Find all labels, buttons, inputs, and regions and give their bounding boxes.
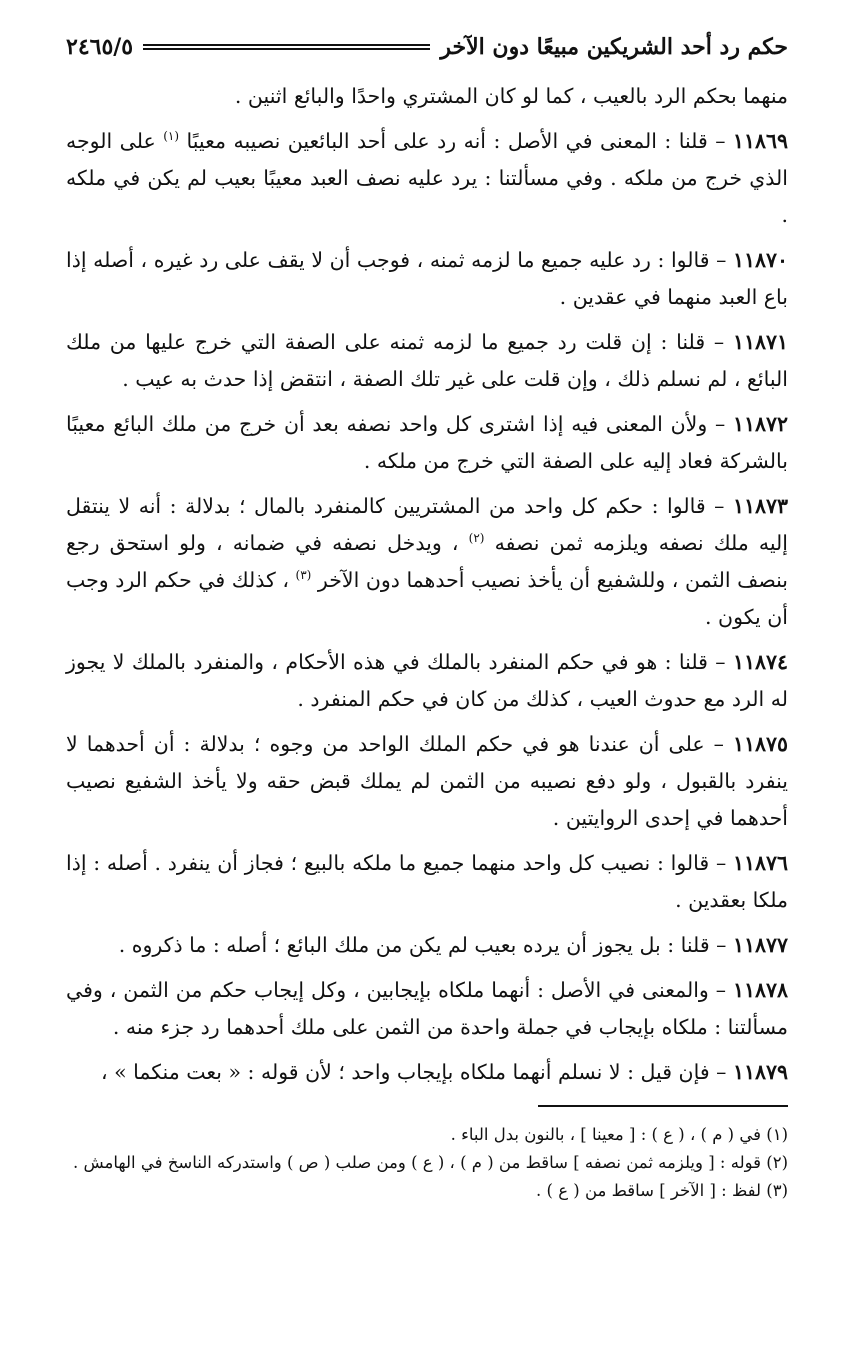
paragraph-text: – قلنا : بل يجوز أن يرده بعيب لم يكن من ملك البائع ؛ أصله : ما ذكروه . bbox=[118, 933, 733, 957]
paragraph-text: – والمعنى في الأصل : أنهما ملكاه بإيجابين ، وكل إيجاب حكم من الثمن ، وفي مسألتنا : ملكاه بإيجاب في جملة واحدة من الثمن على ملك أحدهما رد جزء منه . bbox=[66, 978, 788, 1039]
footnote-separator bbox=[538, 1105, 788, 1107]
footnote-1: (١) في ( م ) ، ( ع ) : [ معينا ] ، بالنون بدل الباء . bbox=[450, 1125, 788, 1144]
paragraph-text: – قالوا : حكم كل واحد من المشتريين كالمنفرد بالمال ؛ بدلالة : أنه لا ينتقل إليه ملك نصفه ويلزمه ثمن نصفه bbox=[66, 494, 788, 555]
paragraph-11877 bbox=[66, 927, 788, 964]
paragraph-number: ١١٨٧٣ bbox=[732, 494, 788, 518]
paragraph-text: – قلنا : إن قلت رد جميع ما لزمه ثمنه على الصفة التي خرج عليها من ملك البائع ، لم نسلم ذلك ، وإن قلت على غير تلك الصفة ، انتقض إذا حدث به عيب . bbox=[66, 330, 788, 391]
paragraph-11871 bbox=[66, 324, 788, 398]
footnote-ref[interactable]: (٣) bbox=[295, 568, 312, 583]
document-page bbox=[66, 30, 788, 1205]
paragraph-text: ، كذلك في حكم الرد وجب أن يكون . bbox=[66, 568, 788, 629]
paragraph-text: – قالوا : رد عليه جميع ما لزمه ثمنه ، فوجب أن لا يقف على رد غيره ، أصله إذا باع العبد منهما في عقدين . bbox=[66, 248, 788, 309]
paragraph-11879 bbox=[66, 1054, 788, 1091]
paragraph-number: ١١٨٧٧ bbox=[732, 933, 788, 957]
paragraph-text: – قالوا : نصيب كل واحد منهما جميع ما ملكه بالبيع ؛ فجاز أن ينفرد . أصله : إذا ملكا بعقدين . bbox=[66, 851, 788, 912]
footnote-3: (٣) لفظ : [ الآخر ] ساقط من ( ع ) . bbox=[536, 1181, 788, 1200]
paragraph-continuation bbox=[66, 78, 788, 115]
footnote-2: (٢) قوله : [ ويلزمه ثمن نصفه ] ساقط من ( م ) ، ( ع ) ومن صلب ( ص ) واستدركه الناسخ في الهامش . bbox=[72, 1153, 788, 1172]
paragraph-text: ، ويدخل نصفه في ضمانه ، ولو استحق رجع بنصف الثمن ، وللشفيع أن يأخذ نصيب أحدهما دون الآخر bbox=[66, 531, 788, 592]
paragraph-11870 bbox=[66, 242, 788, 316]
page-number: ٢٤٦٥/٥ bbox=[66, 34, 134, 60]
paragraph-number: ١١٨٧٩ bbox=[732, 1060, 788, 1084]
paragraph-number: ١١٨٧٦ bbox=[732, 851, 788, 875]
paragraph-text: – قلنا : المعنى في الأصل : أنه رد على أحد البائعين نصيبه معيبًا bbox=[179, 129, 733, 153]
paragraph-11869 bbox=[66, 123, 788, 234]
paragraph-text: – على أن عندنا هو في حكم الملك الواحد من وجوه ؛ بدلالة : أن أحدهما لا ينفرد بالقبول ، ولو دفع نصيبه من الثمن لم يملك قبض حقه ولا يأخذ الشفيع نصيب أحدهما في إحدى الروايتين . bbox=[66, 732, 788, 830]
paragraph-number: ١١٨٧٢ bbox=[732, 412, 788, 436]
paragraph-number: ١١٨٧٠ bbox=[732, 248, 788, 272]
footnote-ref[interactable]: (١) bbox=[163, 129, 180, 144]
paragraph-number: ١١٨٦٩ bbox=[732, 129, 788, 153]
paragraph-text: – فإن قيل : لا نسلم أنهما ملكاه بإيجاب واحد ؛ لأن قوله : « بعت منكما » ، bbox=[100, 1060, 733, 1084]
paragraph-11873 bbox=[66, 488, 788, 636]
paragraph-11878 bbox=[66, 972, 788, 1046]
header-rule bbox=[143, 44, 430, 50]
paragraph-text: على الوجه الذي خرج من ملكه . وفي مسألتنا : يرد عليه نصف العبد معيبًا بعيب لم يكن في ملكه . bbox=[66, 129, 788, 227]
running-header bbox=[66, 30, 788, 64]
paragraph-number: ١١٨٧٥ bbox=[732, 732, 788, 756]
paragraph-11876 bbox=[66, 845, 788, 919]
paragraph-number: ١١٨٧٤ bbox=[732, 650, 788, 674]
paragraph-number: ١١٨٧٨ bbox=[732, 978, 788, 1002]
footnote-ref[interactable]: (٢) bbox=[468, 531, 485, 546]
footnotes bbox=[66, 1121, 788, 1205]
header-title: حكم رد أحد الشريكين مبيعًا دون الآخر bbox=[440, 34, 788, 60]
paragraph-number: ١١٨٧١ bbox=[732, 330, 788, 354]
main-text bbox=[66, 78, 788, 1091]
paragraph-11875 bbox=[66, 726, 788, 837]
paragraph-11874 bbox=[66, 644, 788, 718]
paragraph-text: منهما بحكم الرد بالعيب ، كما لو كان المشتري واحدًا والبائع اثنين . bbox=[234, 84, 788, 108]
paragraph-11872 bbox=[66, 406, 788, 480]
paragraph-text: – قلنا : هو في حكم المنفرد بالملك في هذه الأحكام ، والمنفرد بالملك لا يجوز له الرد مع حدوث العيب ، كذلك من كان في حكم المنفرد . bbox=[66, 650, 788, 711]
paragraph-text: – ولأن المعنى فيه إذا اشترى كل واحد نصفه بعد أن خرج من ملك البائع معيبًا بالشركة فعاد إليه على الصفة التي خرج من ملكه . bbox=[66, 412, 788, 473]
